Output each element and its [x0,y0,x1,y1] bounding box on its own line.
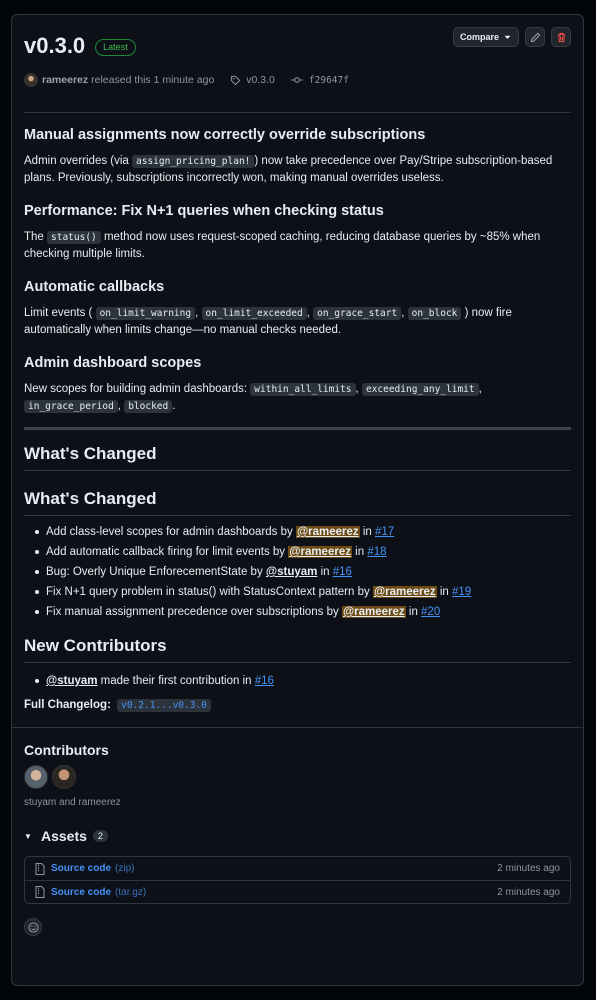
text-fragment: : [107,699,111,711]
header-divider [24,112,571,113]
text-fragment: ) now take precedence over Pay/Stripe subscription-based plans. Previously, subscriptions incorrectly won, making manual overrides useless. [24,155,553,184]
list-item [46,602,571,622]
contributors-section [12,728,583,936]
full-changelog [24,699,571,711]
text-fragment: , [117,400,121,412]
text-fragment: , [306,307,310,319]
edit-button[interactable] [525,27,545,47]
released-text: released this 1 minute ago [91,74,215,86]
section-heading-admin-scopes: Admin dashboard scopes [24,355,202,371]
file-zip-icon [35,863,45,875]
pr-link[interactable]: #19 [452,586,472,598]
list-item [46,542,571,562]
pr-link[interactable]: #18 [367,546,387,558]
tag-icon [230,75,241,86]
assets-heading: Assets [41,828,87,844]
inline-code: on_grace_start [313,307,401,320]
pencil-icon [530,32,541,43]
text-fragment: made their first contribution in [97,675,255,687]
release-meta [24,73,571,87]
trash-icon [556,32,567,43]
text-fragment: in [351,546,368,558]
smiley-icon [28,922,39,933]
inline-code: on_limit_warning [96,307,196,320]
section-text-performance [24,229,571,263]
commit-sha: f29647f [308,74,349,86]
section-text-callbacks [24,305,571,339]
new-contributors-heading: New Contributors [24,636,571,663]
user-mention[interactable]: @stuyam [46,675,98,687]
pr-link[interactable]: #16 [254,675,274,687]
commit-icon [291,76,303,84]
release-header [12,15,583,112]
commit-link[interactable] [291,75,349,86]
change-text: Fix N+1 query problem in status() with StatusContext pattern by [46,586,373,598]
asset-ext: (tar.gz) [115,886,147,898]
text-fragment: in [405,606,422,618]
full-changelog-link[interactable]: v0.2.1...v0.3.0 [117,699,211,712]
text-fragment: Limit events ( [24,307,96,319]
inline-code: on_block [408,307,462,320]
user-mention[interactable]: @rameerez [289,546,351,558]
assets-list [24,856,571,904]
inline-code: in_grace_period [24,400,118,413]
release-notes [12,127,583,711]
change-text: Bug: Overly Unique EnforecementState by [46,566,266,578]
list-item [46,582,571,602]
avatar[interactable] [24,765,48,789]
inline-code: within_all_limits [250,383,355,396]
whats-changed-heading-2: What's Changed [24,489,571,516]
inline-code: blocked [124,400,172,413]
asset-row[interactable] [25,880,570,903]
asset-row[interactable] [25,857,570,880]
text-fragment: method now uses request-scoped caching, reducing database queries by ~85% when checking multiple limits. [24,231,541,260]
inline-code: assign_pricing_plan! [132,155,254,168]
pr-link[interactable]: #16 [332,566,352,578]
text-fragment: in [317,566,333,578]
file-zip-icon [35,886,45,898]
inline-code: exceeding_any_limit [362,383,479,396]
release-card [11,14,584,986]
text-fragment: . [172,400,176,412]
release-title[interactable]: v0.3.0 [24,33,86,58]
text-fragment: New scopes for building admin dashboards: [24,383,251,395]
tag-link[interactable] [230,74,275,86]
section-heading-callbacks: Automatic callbacks [24,279,165,295]
contributor-names: stuyam and rameerez [24,797,121,808]
inline-code: on_limit_exceeded [202,307,307,320]
asset-ext: (zip) [115,863,135,874]
whats-changed-heading-1: What's Changed [24,444,571,471]
text-fragment: , [355,383,359,395]
section-text-admin-scopes [24,381,571,415]
text-fragment: in [359,526,376,538]
avatar[interactable] [52,765,76,789]
asset-time: 2 minutes ago [497,886,560,898]
change-text: Add automatic callback firing for limit events by [46,546,289,558]
user-mention[interactable]: @rameerez [373,586,436,598]
asset-time: 2 minutes ago [497,863,560,874]
triangle-down-icon: ▼ [24,831,32,841]
contributor-avatars [24,765,571,789]
change-text: Fix manual assignment precedence over subscriptions by [46,606,342,618]
text-fragment: ) now fire automatically when limits change—no manual checks needed. [24,307,512,336]
caret-down-icon [504,35,511,40]
asset-name[interactable]: Source code [51,863,112,874]
asset-name[interactable]: Source code [51,886,112,898]
text-fragment: , [195,307,199,319]
pr-link[interactable]: #17 [375,526,395,538]
user-mention[interactable]: @stuyam [265,566,318,578]
inline-code: status() [47,231,101,244]
change-text: Add class-level scopes for admin dashboards by [46,526,296,538]
author-link[interactable]: rameerez [42,74,89,86]
add-reaction-button[interactable] [24,918,42,936]
compare-button[interactable] [453,27,519,47]
text-fragment: in [436,586,453,598]
section-heading-performance: Performance: Fix N+1 queries when checking status [24,203,384,219]
section-heading-manual-assignments: Manual assignments now correctly override subscriptions [24,127,426,143]
contributors-heading: Contributors [24,742,109,758]
full-changelog-label: Full Changelog [24,699,108,711]
section-text-manual-assignments [24,153,571,187]
author-avatar[interactable] [24,73,38,87]
release-actions [453,27,571,47]
list-item [46,562,571,582]
assets-toggle[interactable] [24,828,571,844]
list-item [46,671,571,691]
user-mention[interactable]: @rameerez [296,526,359,538]
new-contributors-list [24,671,571,691]
text-fragment: , [401,307,405,319]
delete-button[interactable] [551,27,571,47]
tag-name: v0.3.0 [246,74,275,86]
pr-link[interactable]: #20 [421,606,441,618]
list-item [46,522,571,542]
changes-list [24,522,571,622]
latest-badge: Latest [95,39,136,56]
user-mention[interactable]: @rameerez [342,606,405,618]
text-fragment: Admin overrides (via [24,155,133,167]
horizontal-rule [24,427,571,430]
compare-label: Compare [459,32,499,42]
text-fragment: The [24,231,48,243]
assets-count-badge: 2 [93,830,108,842]
text-fragment: , [478,383,482,395]
